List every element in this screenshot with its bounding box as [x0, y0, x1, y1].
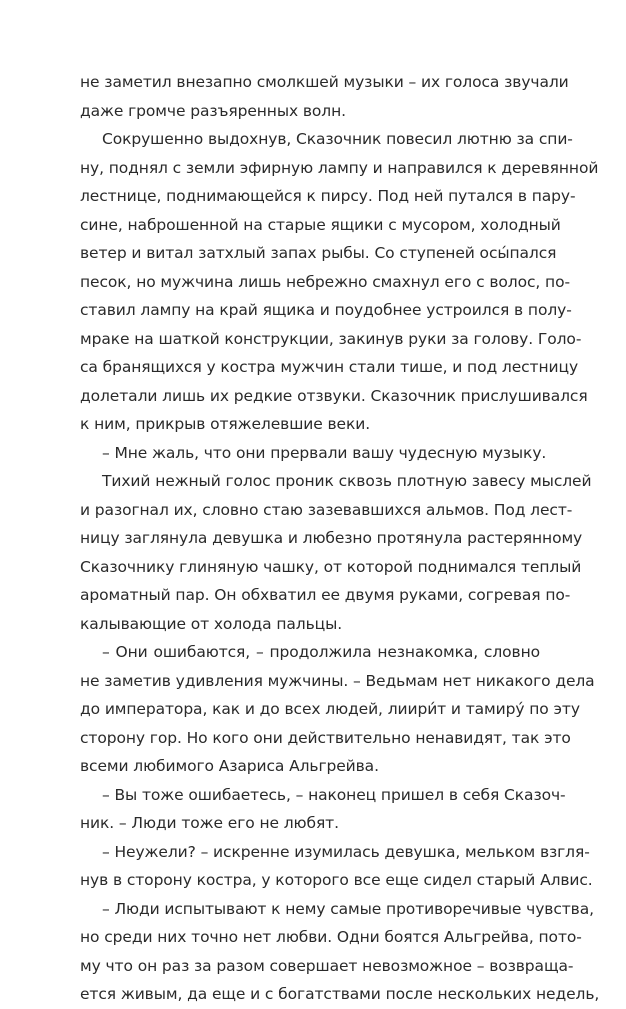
paragraph — [80, 68, 569, 125]
text-line: – Они ошибаются, – продолжила незнакомка, словно — [102, 643, 540, 661]
paragraph — [80, 838, 593, 895]
text-line: Тихий нежный голос проник сквозь плотную завесу мыслей — [102, 472, 592, 490]
text-line: ароматный пар. Он обхватил ее двумя руками, согревая по- — [80, 586, 571, 604]
text-line: мраке на шаткой конструкции, закинув руки за голову. Голо- — [80, 329, 582, 348]
text-line: – Люди испытывают к нему самые противоречивые чувства, — [102, 899, 594, 918]
text-line: калывающие от холода пальцы. — [80, 614, 343, 633]
text-line: даже громче разъяренных волн. — [80, 101, 346, 120]
text-line: ется живым, да еще и с богатствами после нескольких недель, — [80, 985, 600, 1003]
text-line: Сокрушенно выдохнув, Сказочник повесил лютню за спи- — [102, 130, 573, 148]
text-line: ницу заглянула девушка и любезно протянула растерянному — [80, 529, 583, 547]
text-line: лестнице, поднимающейся к пирсу. Под ней путался в пару- — [80, 187, 576, 205]
text-line: са бранящихся у костра мужчин стали тише, и под лестницу — [80, 358, 579, 376]
text-line: ставил лампу на край ящика и поудобнее устроился в полу- — [80, 301, 572, 319]
text-line: ник. – Люди тоже его не любят. — [80, 814, 339, 832]
text-line: Сказочнику глиняную чашку, от которой поднимался теплый — [80, 557, 582, 576]
text-line: – Мне жаль, что они прервали вашу чудесную музыку. — [102, 443, 547, 462]
text-line: до императора, как и до всех людей, лиири́т и тамиру́ по эту — [80, 700, 580, 718]
text-line: сторону гор. Но кого они действительно ненавидят, так это — [80, 728, 571, 747]
paragraph — [80, 781, 566, 838]
text-line: ветер и витал затхлый запах рыбы. Со ступеней осы́пался — [80, 244, 557, 262]
text-line: – Вы тоже ошибаетесь, – наконец пришел в себя Сказоч- — [102, 785, 566, 804]
text-line: нув в сторону костра, у которого все еще сидел старый Алвис. — [80, 871, 593, 889]
text-line: сине, наброшенной на старые ящики с мусором, холодный — [80, 215, 561, 234]
text-line: – Неужели? – искренне изумилась девушка, мельком взгля- — [102, 842, 590, 861]
text-line: всеми любимого Азариса Альгрейва. — [80, 757, 379, 775]
paragraph — [80, 439, 547, 468]
book-page — [80, 68, 600, 1009]
paragraph — [80, 467, 592, 638]
paragraph — [80, 638, 595, 781]
text-line: к ним, прикрыв отяжелевшие веки. — [80, 415, 371, 433]
text-line: не заметив удивления мужчины. – Ведьмам нет никакого дела — [80, 671, 595, 690]
text-line: песок, но мужчина лишь небрежно смахнул его с волос, по- — [80, 272, 570, 291]
text-line: му что он раз за разом совершает невозможное – возвраща- — [80, 956, 574, 975]
text-line: но среди них точно нет любви. Одни боятся Альгрейва, пото- — [80, 928, 582, 946]
text-line: долетали лишь их редкие отзвуки. Сказочник прислушивался — [80, 386, 588, 405]
text-line: не заметил внезапно смолкшей музыки – их голоса звучали — [80, 73, 569, 91]
text-line: и разогнал их, словно стаю зазевавшихся альмов. Под лест- — [80, 500, 573, 519]
paragraph — [80, 125, 599, 439]
text-line: ну, поднял с земли эфирную лампу и направился к деревянной — [80, 158, 599, 177]
paragraph — [80, 895, 600, 1009]
